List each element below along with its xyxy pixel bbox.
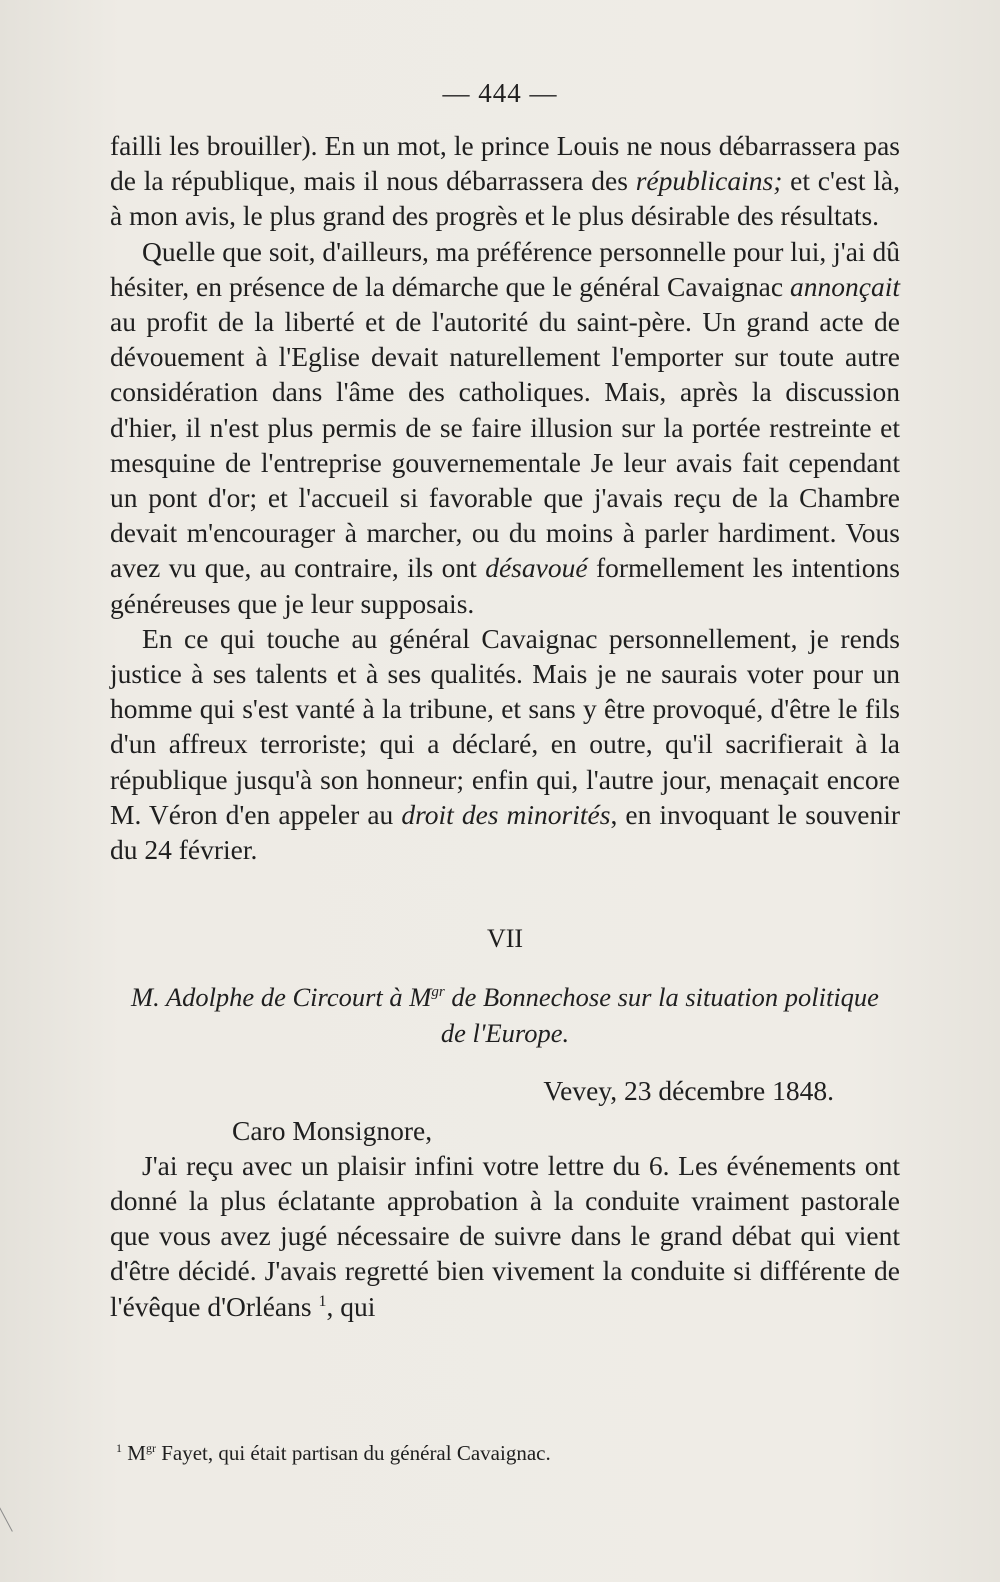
- section-title-superscript: gr: [431, 984, 445, 1001]
- page-number: — 444 —: [442, 78, 558, 108]
- page-edge-mark: [0, 1498, 25, 1532]
- paragraph-3: [110, 621, 900, 867]
- paragraph-2: [110, 234, 900, 621]
- letter-body-text: J'ai reçu avec un plaisir infini votre lettre du 6. Les événements ont donné la plus éclatante approbation à la conduite vraiment pastorale que vous avez jugé nécessaire de suivre dans le grand débat qui vient d'être décidé. J'avais regretté bien vivement la conduite si différente de l'évêque d'Orléans: [110, 1149, 900, 1322]
- footnote-text-b: Fayet, qui était partisan du général Cavaignac.: [155, 1441, 551, 1465]
- paragraph-1-text-a: failli les brouiller). En un mot, le prince Louis ne nous débarrassera pas de la république, mais il nous débarrassera des: [110, 130, 900, 197]
- section-title: [110, 974, 900, 1051]
- page-body: [110, 128, 900, 1324]
- section-title-text-a: M. Adolphe de Circourt à M: [131, 982, 432, 1013]
- letter-body-end: , qui: [326, 1290, 376, 1322]
- paragraph-2-text-a: Quelle que soit, d'ailleurs, ma préférence personnelle pour lui, j'ai dû hésiter, en présence de la démarche que le général Cavaignac: [110, 235, 900, 302]
- paragraph-1-emphasis: républicains;: [635, 165, 783, 197]
- footnote-superscript: gr: [145, 1441, 156, 1455]
- letter-salutation: Caro Monsignore,: [232, 1114, 433, 1146]
- section-number: VII: [486, 924, 524, 954]
- section-title-text-b: de Bonnechose sur la situation politique de l'Europe.: [440, 982, 879, 1049]
- footnote-text-a: M: [122, 1441, 146, 1465]
- paragraph-2-emphasis-1: annonçait: [790, 270, 900, 302]
- footnote-reference: 1: [318, 1292, 327, 1310]
- paragraph-3-emphasis: droit des minorités: [401, 798, 611, 830]
- paragraph-2-emphasis-2: désavoué: [485, 552, 588, 584]
- footnote: [116, 1434, 896, 1467]
- paragraph-2-text-b: au profit de la liberté et de l'autorité du saint-père. Un grand acte de dévouement à l'Eglise devait naturellement l'emporter sur toute autre considération dans l'âme des catholiques. Mais, après la discussion d'hier, il n'est plus permis de se faire illusion sur la portée restreinte et mesquine de l'entreprise gouvernementale Je leur avais fait cependant un pont d'or; et l'accueil si favorable que j'avais reçu de la Chambre devait m'encourager à marcher, ou du moins à parler hardiment. Vous avez vu que, au contraire, ils ont: [110, 306, 900, 584]
- footnote-marker: 1: [116, 1441, 122, 1455]
- paragraph-2-text-c: formellement les intentions généreuses que je leur supposais.: [110, 552, 901, 619]
- letter-body: [110, 1148, 900, 1324]
- paragraph-3-text-a: En ce qui touche au général Cavaignac personnellement, je rends justice à ses talents et à ses qualités. Mais je ne saurais voter pour un homme qui s'est vanté à la tribune, et sans y être provoqué, d'être le fils d'un affreux terroriste; qui a déclaré, en outre, qu'il sacrifierait à la république jusqu'à son honneur; enfin qui, l'autre jour, menaçait encore M. Véron d'en appeler au: [110, 622, 900, 830]
- paragraph-1: [110, 128, 900, 234]
- paragraph-3-text-b: , en invoquant le souvenir du 24 février.: [110, 798, 900, 866]
- paragraph-1-text-b: et c'est là, à mon avis, le plus grand des progrès et le plus désirable des résultats.: [110, 165, 900, 232]
- letter-dateline: Vevey, 23 décembre 1848.: [543, 1075, 834, 1107]
